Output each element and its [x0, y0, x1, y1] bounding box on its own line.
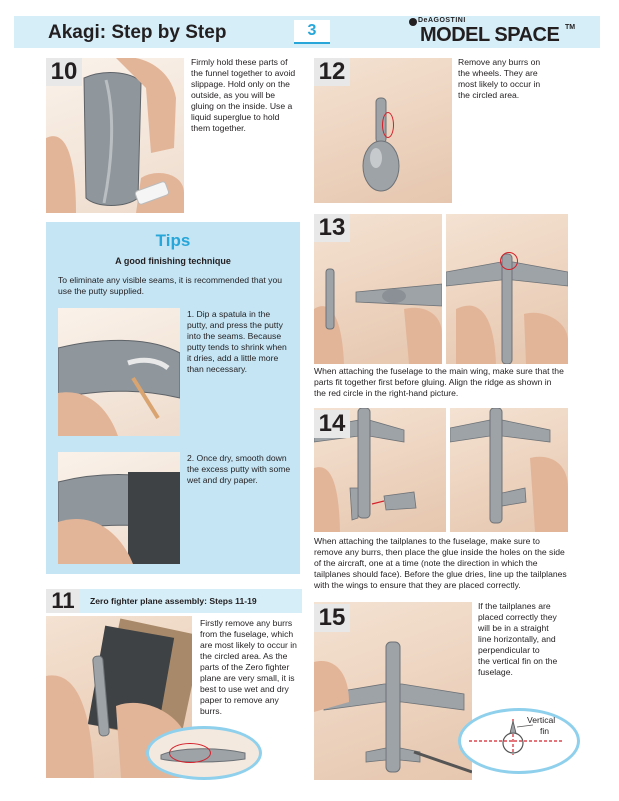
- sanding-illustration: [58, 452, 180, 564]
- page-title: Akagi: Step by Step: [48, 22, 227, 43]
- vertical-fin-label-2: fin: [540, 726, 550, 736]
- step12-text: [458, 57, 588, 101]
- highlight-circle: [169, 743, 211, 763]
- step10-text: [191, 57, 309, 134]
- tips-title: Tips: [155, 231, 191, 250]
- text-line: best to use wet and dry: [200, 684, 289, 694]
- text-line: fuselage.: [478, 667, 513, 677]
- text-line: placed correctly they: [478, 612, 557, 622]
- text-line: outside, as you will be: [191, 90, 276, 100]
- fin-alignment-illustration: [461, 711, 577, 771]
- text-line: the wheels. They are: [458, 68, 538, 78]
- text-line: parts of the Zero fighter: [200, 662, 290, 672]
- assembled-wing-illustration: [446, 214, 568, 364]
- text-line: putty, and press the putty: [187, 320, 283, 330]
- text-line: the funnel together to avoid: [191, 68, 296, 78]
- text-line: To eliminate any visible seams, it is recommended that you: [58, 275, 283, 285]
- step13-number: 13: [314, 214, 350, 242]
- vertical-fin-diagram: [458, 708, 580, 774]
- text-line: paper to remove any: [200, 695, 279, 705]
- text-line: Firstly remove any burrs: [200, 618, 293, 628]
- text-line: are most likely to occur in: [200, 640, 297, 650]
- text-line: gluing on the inside. Use a: [191, 101, 293, 111]
- text-line: the vertical fin on the: [478, 656, 558, 666]
- step10-number: 10: [46, 58, 82, 86]
- brand-logo: MODEL SPACE: [420, 24, 560, 46]
- step11-text: [200, 618, 304, 717]
- text-line: them together.: [191, 123, 246, 133]
- step14-photo-right: [450, 408, 568, 532]
- text-line: liquid superglue to hold: [191, 112, 280, 122]
- highlight-circle: [382, 112, 394, 138]
- text-line: it dries, add a little more: [187, 353, 279, 363]
- step11-title: Zero fighter plane assembly: Steps 11-19: [90, 596, 257, 606]
- text-line: When attaching the tailplanes to the fuselage, make sure to: [314, 536, 540, 546]
- text-line: putty tends to shrink when: [187, 342, 287, 352]
- text-line: will be in a straight: [478, 623, 549, 633]
- step13-text: [314, 366, 574, 399]
- text-line: perpendicular to: [478, 645, 540, 655]
- trademark-mark: TM: [565, 24, 576, 31]
- step14-number: 14: [314, 410, 350, 438]
- tips-subtitle: A good finishing technique: [115, 256, 231, 266]
- vertical-fin-label: Vertical: [527, 715, 556, 725]
- globe-icon: [409, 18, 417, 26]
- tips-intro: [58, 275, 294, 297]
- tip1-text: [187, 309, 299, 375]
- text-line: plane are very small, it is: [200, 673, 295, 683]
- putty-spatula-illustration: [58, 308, 180, 436]
- text-line: than necessary.: [187, 364, 248, 374]
- text-line: use the putty supplied.: [58, 286, 144, 296]
- step13-photo-right: [446, 214, 568, 364]
- text-line: 2. Once dry, smooth down: [187, 453, 287, 463]
- step14-text: [314, 536, 576, 591]
- text-line: into the seams. Because: [187, 331, 282, 341]
- text-line: the circled area.: [458, 90, 520, 100]
- highlight-circle: [500, 252, 518, 270]
- text-line: the excess putty with some: [187, 464, 291, 474]
- text-line: tailplanes should face). Before the glue dries, line up the tailplanes: [314, 569, 567, 579]
- tip2-photo: [58, 452, 180, 564]
- text-line: most likely to occur in: [458, 79, 541, 89]
- text-line: the red circle in the right-hand picture.: [314, 388, 459, 398]
- tip1-photo: [58, 308, 180, 436]
- step11-number: 11: [46, 589, 80, 613]
- text-line: Firmly hold these parts of: [191, 57, 288, 67]
- text-line: slippage. Hold only on the: [191, 79, 290, 89]
- fuselage-closeup-inset: [146, 726, 262, 780]
- text-line: If the tailplanes are: [478, 601, 551, 611]
- tip2-text: [187, 453, 299, 486]
- text-line: parts fit together first before gluing. Align the ridge as shown in: [314, 377, 552, 387]
- step15-number: 15: [314, 604, 350, 632]
- text-line: the circled area. As the: [200, 651, 288, 661]
- text-line: from the fuselage, which: [200, 629, 294, 639]
- step15-text: [478, 601, 590, 678]
- text-line: 1. Dip a spatula in the: [187, 309, 271, 319]
- text-line: When attaching the fuselage to the main wing, make sure that the: [314, 366, 564, 376]
- text-line: Remove any burrs on: [458, 57, 541, 67]
- text-line: of the aircraft, one at a time (note the direction in which the: [314, 558, 538, 568]
- brand-publisher: DeAGOSTINI: [418, 17, 466, 24]
- tailplane-placed-illustration: [450, 408, 568, 532]
- text-line: wet and dry paper.: [187, 475, 258, 485]
- text-line: with the wings to ensure that they are placed correctly.: [314, 580, 521, 590]
- page-number: 3: [294, 20, 330, 44]
- text-line: burrs.: [200, 706, 222, 716]
- text-line: line horizontally, and: [478, 634, 556, 644]
- text-line: remove any burrs, then place the glue inside the holes on the side: [314, 547, 565, 557]
- step12-number: 12: [314, 58, 350, 86]
